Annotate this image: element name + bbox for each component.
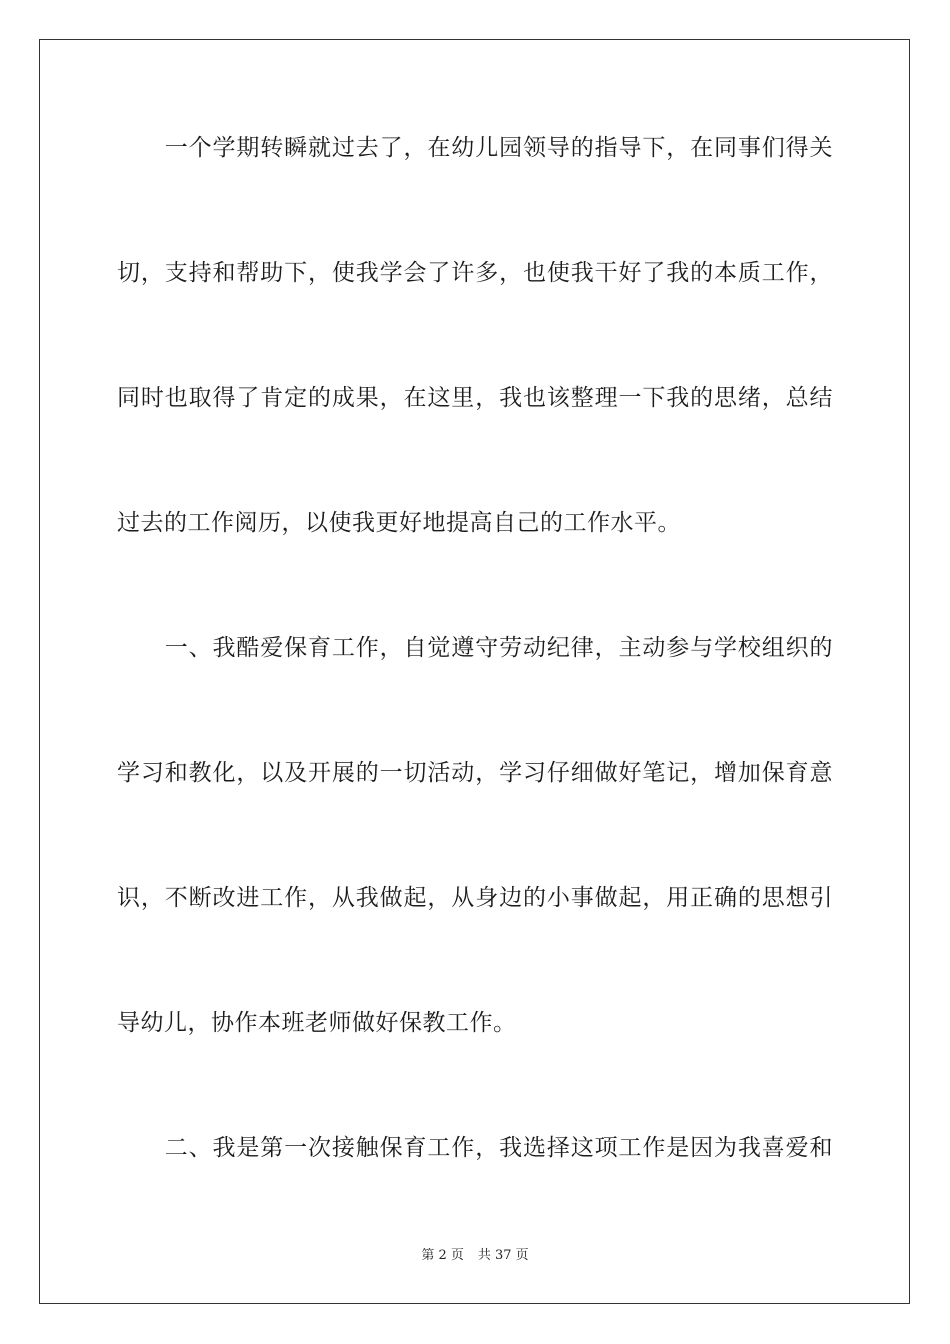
paragraph-line: 二、我是第一次接触保育工作，我选择这项工作是因为我喜爱和 [117, 1135, 833, 1161]
paragraph-line: 切，支持和帮助下，使我学会了许多，也使我干好了我的本质工作， [117, 260, 833, 286]
paragraph-line: 学习和教化，以及开展的一切活动，学习仔细做好笔记，增加保育意 [117, 760, 833, 786]
paragraph-line: 导幼儿，协作本班老师做好保教工作。 [117, 1010, 517, 1036]
page-total: 共 37 页 [477, 1248, 529, 1263]
page-footer [0, 1247, 950, 1265]
paragraph-line: 一个学期转瞬就过去了，在幼儿园领导的指导下，在同事们得关 [117, 135, 833, 161]
page-number: 第 2 页 [421, 1248, 464, 1263]
paragraph-line: 识，不断改进工作，从我做起，从身边的小事做起，用正确的思想引 [117, 885, 833, 911]
paragraph-line: 同时也取得了肯定的成果，在这里，我也该整理一下我的思绪，总结 [117, 385, 833, 411]
paragraph-line: 过去的工作阅历，以使我更好地提高自己的工作水平。 [117, 510, 681, 536]
paragraph-line: 一、我酷爱保育工作，自觉遵守劳动纪律，主动参与学校组织的 [117, 635, 833, 661]
page-border [39, 39, 910, 1304]
